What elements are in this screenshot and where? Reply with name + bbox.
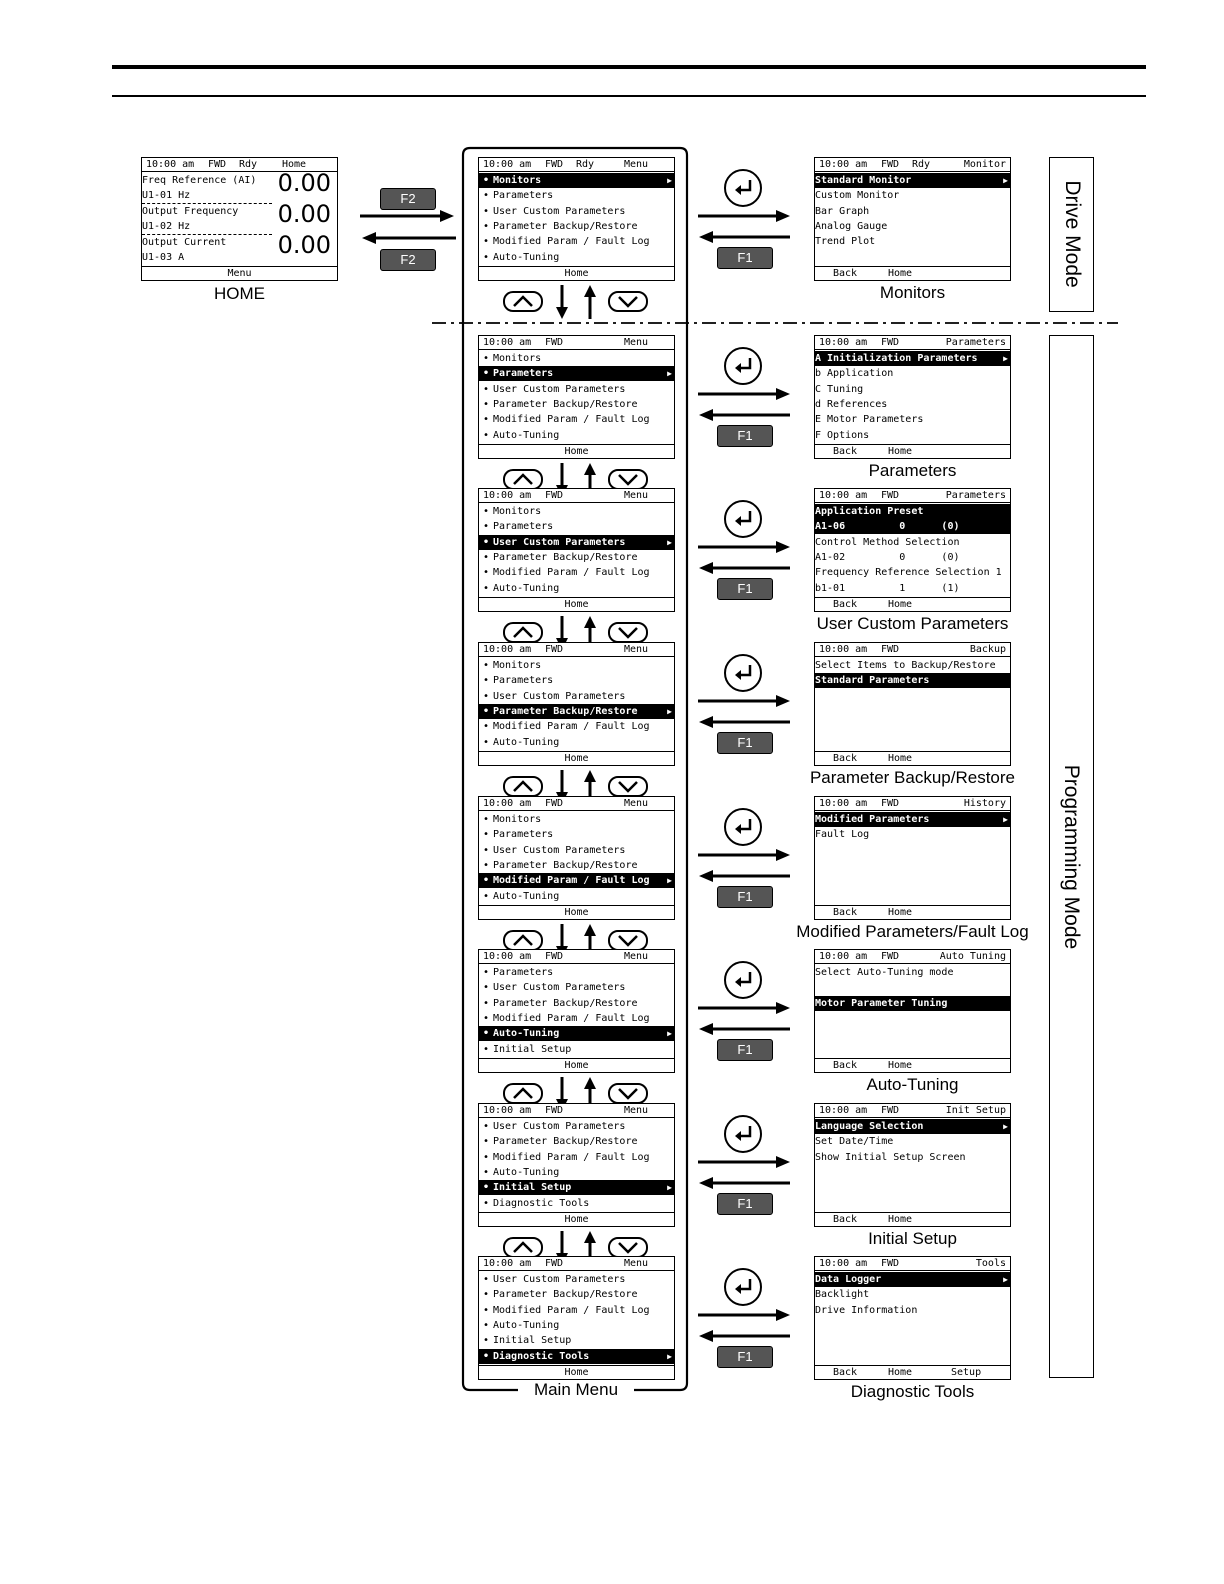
enter-back-arrow-pair: [698, 695, 790, 728]
sub-screen-caption: Modified Parameters/Fault Log: [796, 922, 1029, 941]
home-value-2: 0.00: [277, 200, 331, 228]
f1-key[interactable]: F1: [717, 1346, 773, 1368]
submenu-arrow-icon: ▶: [667, 1183, 672, 1193]
menu-item-icon: •: [482, 690, 490, 702]
main-menu-caption: Main Menu: [519, 1380, 633, 1400]
sub-screen: 10:00 am FWD Parameters A Initialization Parameters ▶ b Application C Tuning d References E Motor Parameters F Options Back Home: [814, 335, 1011, 459]
menu-item[interactable]: • Modified Param / Fault Log: [479, 1150, 674, 1165]
sub-screen: 10:00 am FWD History Modified Parameters ▶ Fault Log Back Home: [814, 796, 1011, 920]
sub-screen-row[interactable]: Standard Parameters: [815, 673, 1010, 688]
sub-screen-row[interactable]: Application Preset: [815, 504, 1010, 519]
enter-key-icon[interactable]: [724, 654, 762, 692]
softkey-label[interactable]: Back: [833, 599, 858, 610]
menu-item[interactable]: • Auto-Tuning: [479, 1318, 674, 1333]
sub-screen-row[interactable]: b Application: [815, 368, 894, 380]
menu-item[interactable]: • Auto-Tuning: [479, 1165, 674, 1180]
menu-item[interactable]: • User Custom Parameters ▶: [479, 535, 674, 550]
menu-item[interactable]: • Parameters ▶: [479, 366, 674, 381]
sub-screen-row[interactable]: Set Date/Time: [815, 1136, 894, 1148]
down-key-icon: [609, 292, 647, 311]
menu-item[interactable]: • Modified Param / Fault Log: [479, 1011, 674, 1026]
home-value-1: 0.00: [277, 169, 331, 197]
f2-key-forward[interactable]: F2: [380, 188, 436, 210]
up-key-icon: [504, 623, 542, 642]
menu-item[interactable]: • Auto-Tuning: [479, 889, 674, 904]
menu-item-icon: •: [482, 859, 490, 871]
menu-item[interactable]: • Auto-Tuning: [479, 250, 674, 265]
sub-screen-row[interactable]: A1-02 0 (0): [815, 551, 960, 563]
menu-item-icon: •: [482, 1335, 490, 1347]
menu-item[interactable]: • Auto-Tuning ▶: [479, 1026, 674, 1041]
menu-item-icon: •: [482, 205, 490, 217]
menu-item[interactable]: • Modified Param / Fault Log: [479, 1303, 674, 1318]
sub-screen: 10:00 am FWD Backup Select Items to Backup/Restore Standard Parameters Back Home: [814, 642, 1011, 766]
sub-screen-row[interactable]: Modified Parameters ▶: [815, 814, 1008, 825]
menu-item[interactable]: • User Custom Parameters: [479, 843, 674, 858]
down-key-icon: [609, 1238, 647, 1257]
sub-screen-caption: Monitors: [879, 283, 946, 302]
sub-screen-row[interactable]: Bar Graph: [815, 205, 870, 217]
menu-item-icon: •: [482, 1274, 490, 1285]
menu-item-icon: •: [482, 736, 490, 748]
down-key-icon: [609, 931, 647, 950]
menu-item[interactable]: • User Custom Parameters: [479, 1272, 674, 1287]
softkey-label[interactable]: Back: [833, 1367, 858, 1378]
softkey-label[interactable]: Home: [888, 446, 913, 457]
sub-screen-row[interactable]: Motor Parameter Tuning: [815, 996, 1010, 1011]
menu-item[interactable]: • Modified Param / Fault Log ▶: [479, 873, 674, 888]
menu-item[interactable]: • Modified Param / Fault Log: [479, 565, 674, 580]
menu-item[interactable]: • Parameter Backup/Restore: [479, 397, 674, 412]
main-menu-screen: 10:00 am FWD Menu • Monitors • Parameters • User Custom Parameters ▶ • Parameter Backup/Restore • Modified Param / Fault Log • Auto-Tuning Home: [478, 488, 675, 612]
submenu-arrow-icon: ▶: [667, 706, 672, 716]
menu-item[interactable]: • Diagnostic Tools ▶: [479, 1349, 674, 1364]
menu-item[interactable]: • Parameter Backup/Restore: [479, 1134, 674, 1149]
menu-item-icon: •: [482, 829, 490, 841]
up-key-icon: [504, 1084, 542, 1103]
menu-item[interactable]: • Auto-Tuning: [479, 581, 674, 596]
softkey-label[interactable]: Back: [833, 446, 858, 457]
home-row-label: Freq Reference (AI): [142, 175, 257, 186]
menu-item-icon: •: [482, 982, 490, 994]
enter-key-icon[interactable]: [724, 961, 762, 999]
sub-screen: 10:00 am FWD Init Setup Language Selection ▶ Set Date/Time Show Initial Setup Screen Back Home: [814, 1103, 1011, 1227]
submenu-arrow-icon: ▶: [1003, 354, 1008, 363]
menu-item-icon: •: [482, 220, 490, 232]
sub-screen-row[interactable]: d References: [815, 398, 888, 410]
menu-item-icon: •: [482, 1197, 490, 1209]
menu-item-icon: •: [482, 1012, 490, 1024]
menu-item-icon: •: [482, 368, 490, 380]
menu-item[interactable]: • Parameters: [479, 519, 674, 534]
home-softkey[interactable]: Home: [479, 1058, 674, 1072]
f1-key[interactable]: F1: [717, 425, 773, 447]
f1-key[interactable]: F1: [717, 732, 773, 754]
enter-back-arrow-pair: [698, 210, 790, 243]
submenu-arrow-icon: ▶: [1003, 1122, 1008, 1131]
menu-item-icon: •: [482, 506, 490, 517]
home-softkey[interactable]: Home: [479, 1365, 674, 1379]
enter-back-arrow-pair: [698, 1156, 790, 1189]
sub-screen-caption: Diagnostic Tools: [850, 1382, 975, 1401]
menu-item-icon: •: [482, 997, 490, 1009]
menu-item[interactable]: • Parameter Backup/Restore: [479, 858, 674, 873]
sub-screen-row[interactable]: F Options: [815, 429, 870, 441]
enter-back-arrow-pair: [698, 1309, 790, 1342]
menu-item-icon: •: [482, 1043, 490, 1055]
sub-screen-row[interactable]: Select Items to Backup/Restore: [815, 660, 996, 671]
sub-screen-row[interactable]: b1-01 1 (1): [815, 582, 960, 594]
menu-item[interactable]: • Monitors: [479, 812, 674, 827]
menu-item[interactable]: • Parameter Backup/Restore: [479, 219, 674, 234]
menu-item[interactable]: • Parameter Backup/Restore ▶: [479, 704, 674, 719]
home-softkey[interactable]: Home: [479, 1212, 674, 1226]
sub-screen-row[interactable]: Data Logger ▶: [815, 1274, 1008, 1285]
menu-item[interactable]: • Monitors: [479, 658, 674, 673]
sub-screen-row[interactable]: [815, 980, 1010, 995]
sub-screen-row[interactable]: Drive Information: [815, 1304, 918, 1316]
submenu-arrow-icon: ▶: [1003, 176, 1008, 185]
home-caption: HOME: [214, 284, 265, 303]
submenu-arrow-icon: ▶: [667, 537, 672, 547]
enter-key-icon[interactable]: [724, 808, 762, 846]
sub-screen-row[interactable]: Analog Gauge: [815, 220, 888, 232]
f1-key[interactable]: F1: [717, 247, 773, 269]
enter-back-arrow-pair: [698, 849, 790, 882]
submenu-arrow-icon: ▶: [1003, 815, 1008, 824]
sub-screen: 10:00 am FWD Auto Tuning Select Auto-Tuning mode Motor Parameter Tuning Back Home: [814, 949, 1011, 1073]
softkey-label[interactable]: Back: [833, 268, 858, 279]
sub-screen-row[interactable]: Standard Monitor ▶: [815, 175, 1008, 186]
menu-item-icon: •: [482, 721, 490, 733]
menu-item[interactable]: • Initial Setup: [479, 1333, 674, 1348]
softkey-label[interactable]: Home: [888, 599, 913, 610]
enter-key-icon[interactable]: [724, 169, 762, 207]
main-menu-screen: 10:00 am FWD Menu • User Custom Parameters • Parameter Backup/Restore • Modified Param / Fault Log • Auto-Tuning • Initial Setup • Diagnostic Tools ▶ Home: [478, 1256, 675, 1380]
down-key-icon: [609, 470, 647, 489]
submenu-arrow-icon: ▶: [667, 1351, 672, 1361]
sub-screen-caption: Parameter Backup/Restore: [809, 768, 1016, 787]
menu-item-icon: •: [482, 190, 490, 202]
f1-key[interactable]: F1: [717, 886, 773, 908]
home-screen: 10:00 am FWD Rdy Home Freq Reference (AI) U1-01 Hz 0.00 Output Frequency U1-02 Hz 0.00 Output Current U1-03 A 0.00 Menu: [141, 157, 338, 281]
menu-item[interactable]: • Monitors: [479, 504, 674, 519]
main-menu-screen: 10:00 am FWD Menu • Parameters • User Custom Parameters • Parameter Backup/Restore • Modified Param / Fault Log • Auto-Tuning ▶ • Initial Setup Home: [478, 949, 675, 1073]
sub-screen-row[interactable]: Show Initial Setup Screen: [815, 1151, 966, 1163]
enter-back-arrow-pair: [698, 388, 790, 421]
menu-item-icon: •: [482, 1136, 490, 1148]
enter-back-arrow-pair: [698, 1002, 790, 1035]
menu-item-icon: •: [482, 1028, 490, 1040]
home-softkey[interactable]: Home: [479, 266, 674, 280]
submenu-arrow-icon: ▶: [667, 369, 672, 379]
menu-item[interactable]: • User Custom Parameters: [479, 980, 674, 995]
home-softkey[interactable]: Home: [479, 751, 674, 765]
enter-key-icon[interactable]: [724, 1268, 762, 1306]
enter-key-icon[interactable]: [724, 500, 762, 538]
menu-item-icon: •: [482, 675, 490, 687]
menu-item[interactable]: • Auto-Tuning: [479, 428, 674, 443]
submenu-arrow-icon: ▶: [667, 1029, 672, 1039]
softkey-label[interactable]: Home: [888, 753, 913, 764]
menu-item[interactable]: • Parameters: [479, 965, 674, 980]
menu-item-icon: •: [482, 1319, 490, 1331]
menu-item[interactable]: • User Custom Parameters: [479, 1119, 674, 1134]
menu-item-icon: •: [482, 844, 490, 856]
softkey-label[interactable]: Home: [888, 1214, 913, 1225]
menu-item-icon: •: [482, 251, 490, 263]
up-key-icon: [504, 292, 542, 311]
menu-item[interactable]: • Parameter Backup/Restore: [479, 550, 674, 565]
home-arrows: [360, 210, 456, 244]
submenu-arrow-icon: ▶: [1003, 1275, 1008, 1284]
f1-key[interactable]: F1: [717, 1039, 773, 1061]
menu-item-icon: •: [482, 175, 490, 186]
up-key-icon: [504, 1238, 542, 1257]
menu-item[interactable]: • Modified Param / Fault Log: [479, 234, 674, 249]
sub-screen-caption: Parameters: [868, 461, 957, 480]
softkey-label[interactable]: Home: [888, 268, 913, 279]
menu-item[interactable]: • Parameters: [479, 673, 674, 688]
menu-item-icon: •: [482, 536, 490, 548]
sub-screen: 10:00 am FWD Rdy Monitor Standard Monitor ▶ Custom Monitor Bar Graph Analog Gauge Trend Plot Back Home: [814, 157, 1011, 281]
sub-screen-row[interactable]: Control Method Selection: [815, 536, 960, 548]
sub-screen-row[interactable]: Language Selection ▶: [815, 1121, 1008, 1132]
softkey-label[interactable]: Back: [833, 1060, 858, 1071]
menu-item-icon: •: [482, 660, 490, 671]
home-softkey[interactable]: Home: [479, 444, 674, 458]
menu-item-icon: •: [482, 1151, 490, 1163]
down-key-icon: [609, 777, 647, 796]
main-menu-screen: 10:00 am FWD Menu • Monitors • Parameters ▶ • User Custom Parameters • Parameter Backup/Restore • Modified Param / Fault Log • Auto-Tuning Home: [478, 335, 675, 459]
home-value-3: 0.00: [277, 231, 331, 259]
menu-item-icon: •: [482, 353, 490, 364]
home-softkey[interactable]: Home: [479, 905, 674, 919]
sub-screen-caption: User Custom Parameters: [816, 614, 1009, 633]
menu-item-icon: •: [482, 398, 490, 410]
sub-screen-caption: Initial Setup: [868, 1229, 957, 1248]
sub-screen-row[interactable]: A1-06 0 (0): [815, 519, 1010, 534]
menu-item[interactable]: • Initial Setup ▶: [479, 1180, 674, 1195]
menu-item-icon: •: [482, 414, 490, 426]
sub-screen-row[interactable]: Frequency Reference Selection 1: [815, 567, 1002, 579]
softkey-label[interactable]: Back: [833, 907, 858, 918]
menu-item-icon: •: [482, 890, 490, 902]
sub-screen-row[interactable]: Fault Log: [815, 829, 870, 841]
f1-key[interactable]: F1: [717, 1193, 773, 1215]
main-menu-screen: 10:00 am FWD Menu • Monitors • Parameters • User Custom Parameters • Parameter Backup/Restore • Modified Param / Fault Log ▶ • Auto-Tuning Home: [478, 796, 675, 920]
drive-mode-label: Drive Mode: [1061, 180, 1084, 288]
main-menu-screen: 10:00 am FWD Menu • Monitors • Parameters • User Custom Parameters • Parameter Backup/Restore ▶ • Modified Param / Fault Log • Auto-Tuning Home: [478, 642, 675, 766]
menu-item-icon: •: [482, 705, 490, 717]
menu-item[interactable]: • Auto-Tuning: [479, 735, 674, 750]
menu-item-icon: •: [482, 1304, 490, 1316]
menu-item[interactable]: • User Custom Parameters: [479, 204, 674, 219]
down-key-icon: [609, 1084, 647, 1103]
menu-item-icon: •: [482, 814, 490, 825]
menu-nav-keys: [504, 285, 647, 319]
sub-screen-row[interactable]: Custom Monitor: [815, 190, 900, 202]
menu-item-icon: •: [482, 236, 490, 248]
menu-item-icon: •: [482, 383, 490, 395]
menu-item[interactable]: • Parameter Backup/Restore: [479, 1287, 674, 1302]
menu-item[interactable]: • Parameter Backup/Restore: [479, 996, 674, 1011]
menu-item[interactable]: • Modified Param / Fault Log: [479, 719, 674, 734]
main-menu-screen: 10:00 am FWD Menu • User Custom Parameters • Parameter Backup/Restore • Modified Param / Fault Log • Auto-Tuning • Initial Setup ▶ • Diagnostic Tools Home: [478, 1103, 675, 1227]
menu-item[interactable]: • Parameters: [479, 188, 674, 203]
submenu-arrow-icon: ▶: [667, 876, 672, 886]
enter-key-icon[interactable]: [724, 1115, 762, 1153]
softkey-label[interactable]: Home: [888, 1367, 913, 1378]
up-key-icon: [504, 777, 542, 796]
main-menu-screen: 10:00 am FWD Rdy Menu • Monitors ▶ • Parameters • User Custom Parameters • Parameter Backup/Restore • Modified Param / Fault Log • Auto-Tuning Home: [478, 157, 675, 281]
menu-item[interactable]: • User Custom Parameters: [479, 382, 674, 397]
softkey-label[interactable]: Setup: [951, 1367, 982, 1378]
sub-screen-row[interactable]: E Motor Parameters: [815, 414, 924, 426]
sub-screen-row[interactable]: Trend Plot: [815, 236, 876, 248]
menu-item-icon: •: [482, 567, 490, 579]
menu-item[interactable]: • Monitors ▶: [479, 173, 674, 188]
menu-item[interactable]: • User Custom Parameters: [479, 689, 674, 704]
menu-item-icon: •: [482, 521, 490, 533]
enter-back-arrow-pair: [698, 541, 790, 574]
softkey-label[interactable]: Back: [833, 753, 858, 764]
sub-screen-row[interactable]: A Initialization Parameters ▶: [815, 353, 1008, 364]
menu-item-icon: •: [482, 967, 490, 978]
up-key-icon: [504, 470, 542, 489]
home-softkey[interactable]: Home: [479, 597, 674, 611]
menu-item[interactable]: • Initial Setup: [479, 1042, 674, 1057]
menu-item[interactable]: • Monitors: [479, 351, 674, 366]
menu-item-icon: •: [482, 429, 490, 441]
f2-key-back[interactable]: F2: [380, 249, 436, 271]
menu-item-icon: •: [482, 582, 490, 594]
menu-item-icon: •: [482, 1166, 490, 1178]
sub-screen: 10:00 am FWD Tools Data Logger ▶ Backlight Drive Information Back Home Setup: [814, 1256, 1011, 1380]
menu-item-icon: •: [482, 1182, 490, 1194]
sub-screen: 10:00 am FWD Parameters Application Preset A1-06 0 (0) Control Method Selection A1-02 0 (0) Frequency Reference Selection 1 b1-01 1 (1) Back Home: [814, 488, 1011, 612]
sub-screen-row[interactable]: C Tuning: [815, 383, 864, 395]
sub-screen-row[interactable]: Backlight: [815, 1289, 870, 1301]
down-key-icon: [609, 623, 647, 642]
menu-item-icon: •: [482, 875, 490, 887]
menu-item[interactable]: • Parameters: [479, 827, 674, 842]
menu-item[interactable]: • Diagnostic Tools: [479, 1196, 674, 1211]
softkey-label[interactable]: Back: [833, 1214, 858, 1225]
menu-item[interactable]: • Modified Param / Fault Log: [479, 412, 674, 427]
menu-item-icon: •: [482, 1350, 490, 1362]
submenu-arrow-icon: ▶: [667, 176, 672, 185]
up-key-icon: [504, 931, 542, 950]
menu-item-icon: •: [482, 1289, 490, 1301]
menu-item-icon: •: [482, 551, 490, 563]
enter-key-icon[interactable]: [724, 347, 762, 385]
softkey-label[interactable]: Home: [888, 1060, 913, 1071]
programming-mode-label: Programming Mode: [1060, 764, 1083, 950]
f1-key[interactable]: F1: [717, 578, 773, 600]
menu-item-icon: •: [482, 1121, 490, 1132]
sub-screen-row[interactable]: Select Auto-Tuning mode: [815, 967, 954, 978]
sub-screen-caption: Auto-Tuning: [866, 1075, 959, 1094]
softkey-label[interactable]: Home: [888, 907, 913, 918]
